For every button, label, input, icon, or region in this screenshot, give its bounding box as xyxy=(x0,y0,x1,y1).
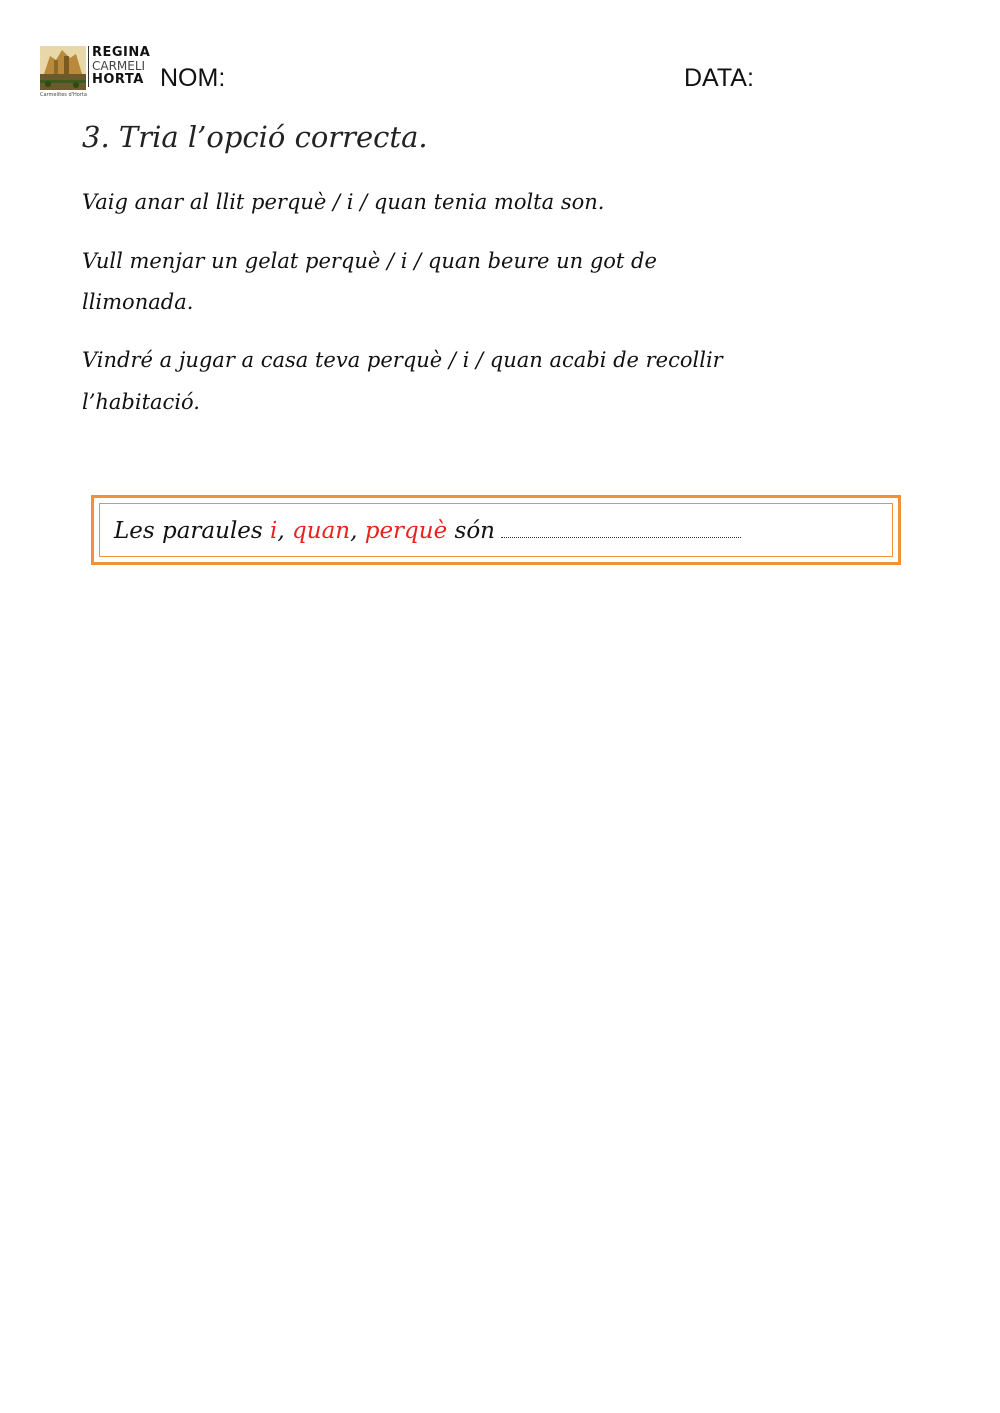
name-label: NOM: xyxy=(160,64,226,92)
conclusion-box-inner xyxy=(99,503,893,557)
comma-1: , xyxy=(277,518,293,544)
keyword-quan: quan xyxy=(292,518,351,544)
sentence-2-line-1: Vull menjar un gelat perquè / i / quan beure un got de xyxy=(82,249,657,273)
school-logo xyxy=(40,45,151,100)
sentence-3-line-2: l’habitació. xyxy=(82,390,200,414)
date-label: DATA: xyxy=(684,64,754,92)
sentence-1: Vaig anar al llit perquè / i / quan tenia molta son. xyxy=(82,190,605,214)
castle-landscape-icon xyxy=(40,46,86,90)
logo-text-carmeli: CARMELI xyxy=(92,59,146,73)
keyword-i: i xyxy=(270,518,278,544)
conclusion-prefix: Les paraules xyxy=(114,518,271,544)
logo-text-regina: REGINA xyxy=(92,45,151,60)
sentence-3-line-1: Vindré a jugar a casa teva perquè / i / quan acabi de recollir xyxy=(82,348,723,372)
logo-caption: Carmelites d'Horta xyxy=(40,92,87,98)
comma-2: , xyxy=(350,518,365,544)
conclusion-box xyxy=(91,495,901,565)
keyword-perque: perquè xyxy=(364,518,448,544)
exercise-title: 3. Tria l’opció correcta. xyxy=(82,120,428,154)
sentence-2-line-2: llimonada. xyxy=(82,290,194,314)
conclusion-sentence xyxy=(114,518,741,544)
answer-blank[interactable] xyxy=(501,521,741,538)
logo-text-horta: HORTA xyxy=(92,72,144,87)
conclusion-suffix: són xyxy=(447,518,495,544)
logo-wordmark xyxy=(88,45,151,87)
